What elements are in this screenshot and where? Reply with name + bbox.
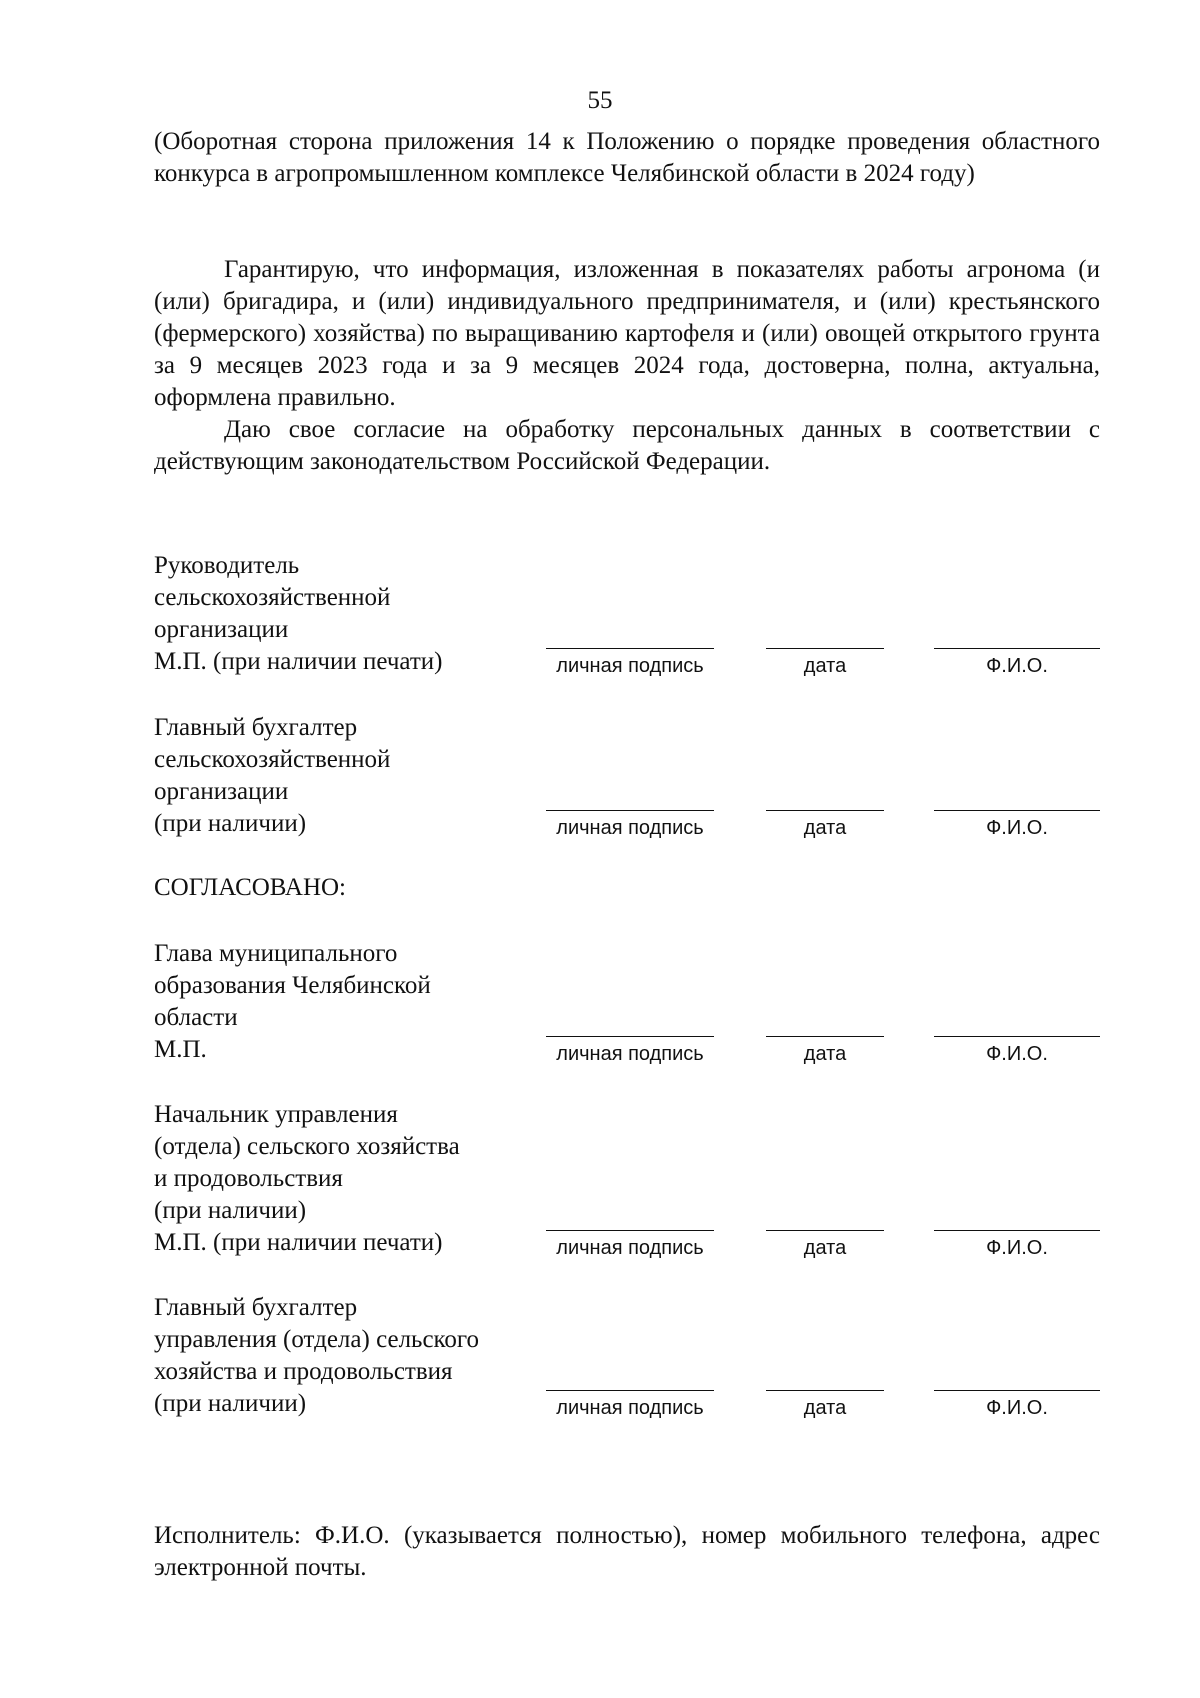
date-line [766, 1036, 884, 1037]
agreed-label: СОГЛАСОВАНО: [154, 874, 347, 901]
signatory-title: Руководитель сельскохозяйственной организации М.П. (при наличии печати) [154, 552, 443, 675]
guarantee-paragraph: Гарантирую, что информация, изложенная в показателях работы агронома (и (или) бригадира, и (или) индивидуального предпринимателя, и (или) крестьянского (фермерского) хозяйства) по выращиванию картофеля и (или) овощей открытого грунта за 9 месяцев 2023 года и за 9 месяцев 2024 года, достоверна, полна, актуальна, оформлена правильно. [154, 256, 1100, 411]
name-caption: Ф.И.О. [986, 1043, 1048, 1065]
signature-caption: личная подпись [556, 1397, 704, 1419]
name-field [934, 1390, 1100, 1420]
consent-paragraph: Даю свое согласие на обработку персональных данных в соответствии с действующим законодательством Российской Федерации. [154, 416, 1100, 475]
date-field [766, 1036, 884, 1066]
signatory-head-department [154, 1099, 1100, 1259]
date-field [766, 648, 884, 678]
date-caption: дата [803, 1397, 847, 1419]
date-caption: дата [803, 817, 847, 839]
signature-caption: личная подпись [556, 817, 704, 839]
guarantee-section [154, 254, 1100, 478]
name-field [934, 648, 1100, 678]
signature-caption: личная подпись [556, 1043, 704, 1065]
name-field [934, 1230, 1100, 1260]
name-caption: Ф.И.О. [986, 1397, 1048, 1419]
signatory-chief-accountant-organization [154, 712, 1100, 840]
signature-line [546, 1036, 714, 1037]
date-caption: дата [803, 1237, 847, 1259]
appendix-heading: (Оборотная сторона приложения 14 к Положению о порядке проведения областного конкурса в агропромышленном комплексе Челябинской области в 2024 году) [154, 128, 1100, 187]
page-number: 55 [587, 87, 613, 114]
signature-field [546, 1036, 714, 1066]
date-line [766, 648, 884, 649]
signature-caption: личная подпись [556, 1237, 704, 1259]
date-caption: дата [803, 655, 847, 677]
date-field [766, 1390, 884, 1420]
signatory-head-municipality [154, 938, 1100, 1066]
signature-line [546, 1230, 714, 1231]
signature-field [546, 1390, 714, 1420]
name-field [934, 1036, 1100, 1066]
name-line [934, 810, 1100, 811]
signature-caption: личная подпись [556, 655, 704, 677]
name-caption: Ф.И.О. [986, 1237, 1048, 1259]
name-line [934, 1230, 1100, 1231]
name-line [934, 1390, 1100, 1391]
name-line [934, 648, 1100, 649]
date-caption: дата [803, 1043, 847, 1065]
name-line [934, 1036, 1100, 1037]
date-line [766, 1230, 884, 1231]
signature-field [546, 1230, 714, 1260]
signatory-title: Главный бухгалтер сельскохозяйственной организации (при наличии) [154, 714, 391, 837]
signature-line [546, 810, 714, 811]
executor-note: Исполнитель: Ф.И.О. (указывается полностью), номер мобильного телефона, адрес электронной почты. [154, 1522, 1100, 1581]
name-caption: Ф.И.О. [986, 655, 1048, 677]
date-field [766, 810, 884, 840]
name-field [934, 810, 1100, 840]
signatory-title: Глава муниципального образования Челябинской области М.П. [154, 940, 431, 1063]
signatory-title: Начальник управления (отдела) сельского хозяйства и продовольствия (при наличии) М.П. (при наличии печати) [154, 1101, 460, 1256]
date-line [766, 1390, 884, 1391]
date-field [766, 1230, 884, 1260]
signatory-title: Главный бухгалтер управления (отдела) сельского хозяйства и продовольствия (при наличии) [154, 1294, 480, 1417]
signatory-head-organization [154, 550, 1100, 678]
signatory-chief-accountant-department [154, 1292, 1100, 1420]
date-line [766, 810, 884, 811]
signature-field [546, 648, 714, 678]
signature-line [546, 648, 714, 649]
signature-line [546, 1390, 714, 1391]
name-caption: Ф.И.О. [986, 817, 1048, 839]
signature-field [546, 810, 714, 840]
